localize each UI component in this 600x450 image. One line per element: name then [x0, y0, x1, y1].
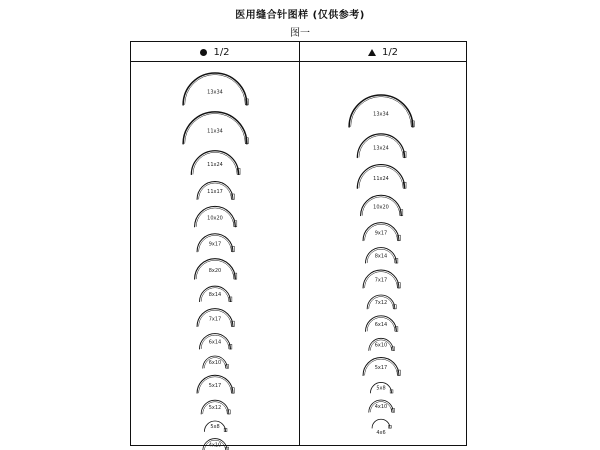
needle-item — [197, 234, 234, 252]
needle-label: 11x17 — [207, 189, 223, 196]
needle-label: 13x34 — [207, 89, 223, 96]
needle-label: 5x17 — [374, 365, 388, 372]
needle-item — [204, 421, 227, 432]
needle-label: 13x24 — [373, 145, 389, 152]
needle-arc — [372, 419, 390, 428]
needle-item — [370, 382, 393, 393]
needle-item — [369, 400, 395, 412]
needle-item — [363, 358, 400, 376]
needle-item — [197, 375, 234, 393]
needle-label: 7x17 — [208, 316, 222, 323]
needle-label: 5x17 — [208, 382, 222, 389]
needle-label: 10x20 — [373, 204, 389, 211]
needle-label: 7x12 — [374, 299, 388, 306]
needle-item — [366, 316, 398, 331]
needle-item — [203, 439, 229, 450]
needle-label: 5x8 — [376, 385, 386, 392]
column-header-round-label: 1/2 — [213, 46, 230, 58]
column-header-triangle-label: 1/2 — [381, 46, 399, 58]
needle-item — [357, 165, 406, 189]
needle-label: 8x14 — [208, 292, 222, 299]
needle-item — [183, 112, 248, 144]
needle-item — [200, 334, 232, 349]
needle-item — [183, 73, 248, 105]
needle-item — [367, 295, 396, 309]
needle-label: 11x24 — [373, 175, 389, 182]
needle-label: 8x20 — [208, 267, 222, 274]
needle-label: 4x10 — [208, 442, 222, 449]
needle-label: 11x34 — [207, 128, 223, 135]
needle-label: 4x6 — [376, 430, 386, 437]
needle-item — [372, 419, 391, 436]
needle-label: 7x17 — [374, 277, 388, 284]
needle-item — [366, 248, 398, 263]
needle-label: 5x8 — [210, 423, 220, 430]
needle-item — [363, 223, 400, 241]
needle-item — [363, 270, 400, 288]
needle-label: 10x20 — [207, 215, 223, 222]
needle-label: 8x14 — [374, 253, 388, 260]
needle-item — [195, 206, 237, 226]
needle-item — [201, 400, 230, 414]
needle-item — [197, 181, 234, 199]
needle-label: 11x24 — [207, 162, 223, 169]
document-title: 医用缝合针图样 (仅供参考) — [235, 10, 365, 21]
needle-item — [200, 286, 232, 301]
needle-item — [369, 338, 395, 350]
needle-item — [203, 356, 229, 368]
needle-item — [197, 309, 234, 327]
needle-label: 6x10 — [374, 342, 388, 349]
needle-label: 13x34 — [373, 111, 389, 118]
needle-label: 5x12 — [208, 405, 222, 412]
needle-item — [357, 134, 406, 158]
needle-label: 6x10 — [208, 359, 222, 366]
needle-label: 9x17 — [374, 230, 388, 237]
needle-item — [191, 151, 240, 175]
needle-label: 9x17 — [208, 241, 222, 248]
needle-label: 4x10 — [374, 403, 388, 410]
needle-item — [195, 259, 237, 279]
figure-label: 图一 — [290, 28, 310, 39]
needle-item — [361, 195, 403, 215]
needle-label: 6x14 — [374, 321, 388, 328]
needle-label: 6x14 — [208, 339, 222, 346]
needle-item — [349, 95, 414, 127]
